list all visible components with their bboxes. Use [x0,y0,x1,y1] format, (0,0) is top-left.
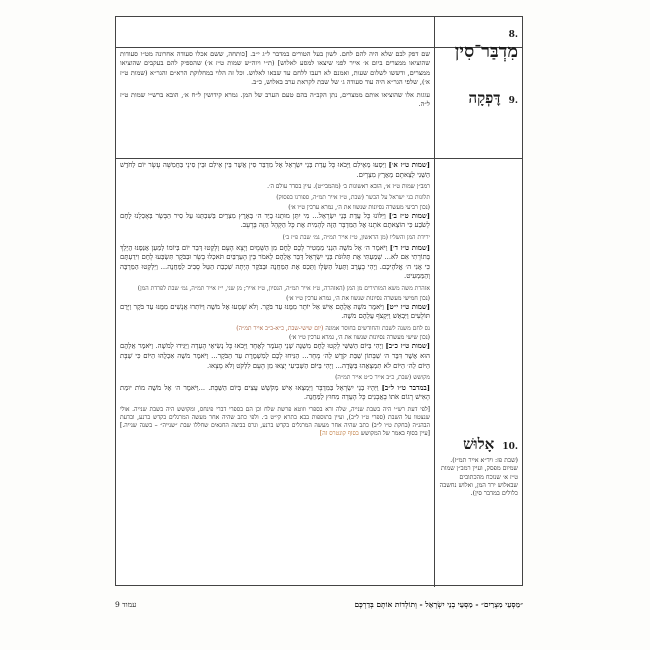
verse-text: וַיֹּאמֶר מֹשֶׁה אֲלֵהֶם אִישׁ אַל יוֹתֵר מִמֶּנּוּ עַד בֹּקֶר. וְלֹא שָׁמְעוּ אֶל מֹשֶׁה וַיּוֹתִרוּ אֲנָשִׁים מִמֶּנּוּ עַד בֹּקֶר וַיָּרֻם תּוֹלָעִים וַיִּבְאַשׁ וַיִּקְצֹף עֲלֵהֶם מֹשֶׁה. [120,302,430,321]
verse-text: וַיֹּאמֶר ה׳ אֶל מֹשֶׁה הִנְנִי מַמְטִיר לָכֶם לֶחֶם מִן הַשָּׁמָיִם וְיָצָא הָעָם וְלָקְטוּ דְּבַר יוֹם בְּיוֹמוֹ לְמַעַן אֲנַסֶּנּוּ הֲיֵלֵךְ בְּתוֹרָתִי אִם לֹא... שָׁמַעְתִּי אֶת תְּלוּנֹּת בְּנֵי יִשְׂרָאֵל דַּבֵּר אֲלֵהֶם לֵאמֹר בֵּין הָעַרְבַּיִם תֹּאכְלוּ בָשָׂר וּבַבֹּקֶר תִּשְׂבְּעוּ לָחֶם וִידַעְתֶּם כִּי אֲנִי ה׳ אֱלֹהֵיכֶם. וַיְהִי בָעֶרֶב וַתַּעַל הַשְּׂלָו וַתְּכַס אֶת הַמַּחֲנֶה וּבַבֹּקֶר הָיְתָה שִׁכְבַת הַטַּל סָבִיב לַמַּחֲנֶה... וַיִּלְקְטוּ הַמַּרְבֶּה וְהַמַּמְעִיט. [120,243,430,281]
subsection-title [120,374,430,383]
note: רמב״ן שמות ט״ז א׳, הובא ראשונות ב׳ (מהמבי״ט). עיין בסדר עולם ה׳. [267,183,430,191]
paragraph: עוגות אלו שהוציאו אותם ממצרים, נתן הקב״ה בהם טעם הערב של המן. גמרא קידושין ל״ח א׳, הובא ברש״י שמות ט״ז ל״ה. [120,90,430,109]
subsection-title-text: תלונות בני ישראל על הבשר [365,194,430,202]
source-note: (נכון רביעי מעשרה נסיונות שנשוו את ה׳, גמרא ערכין ט״ו א׳) [288,203,430,211]
heading-cell [438,434,518,498]
subsection-title-text: ירידת המן והשליו [389,233,430,241]
source: (שבת, כ״ב אייר כ״ט אייר תמ״ה) [335,374,412,382]
text-cell [120,50,430,112]
verse-ref: [שמות ט״ז ד׳] [389,243,430,252]
table-frame [115,16,523,586]
verse-ref: [שמות ט״ז כ״ב] [385,342,430,351]
verse-text: וַיִּהְיוּ בְנֵי יִשְׂרָאֵל בַּמִּדְבָּר וַיִּמְצְאוּ אִישׁ מְקֹשֵׁשׁ עֵצִים בְּיוֹם הַשַּׁבָּת. ...וַיֹּאמֶר ה׳ אֶל מֹשֶׁה מוֹת יוּמַת הָאִישׁ רָגוֹם אֹתוֹ בָאֲבָנִים כׇּל הָעֵדָה מִחוּץ לַמַּחֲנֶה. [120,383,430,402]
verse-text: וַיִּסְעוּ מֵאֵילִם וַיָּבֹאוּ כׇּל עֲדַת בְּנֵי יִשְׂרָאֵל אֶל מִדְבַּר סִין אֲשֶׁר בֵּין אֵילִם וּבֵין סִינָי בַּחֲמִשָּׁה עָשָׂר יוֹם לַחֹדֶשׁ הַשֵּׁנִי לְצֵאתָם מֵאֶרֶץ מִצְרָיִם. [120,161,430,179]
subsection-title [120,194,430,203]
row-alush [116,159,522,587]
section-number: .8 [508,30,518,40]
verse-ref: [שמות ט״ז י״ט] [386,302,430,311]
section-heading: דׇּפְקָה [468,89,501,107]
paragraph: שם דפק לבם שלא היה להם לחם. לשון בעל הטורים במדבר ל״ג י״ב. [כותחה, ששם אכלו סעודה אחרונה מט״ו סעודות שהוציאו ממצרים ביום א׳ אייר לפני שיצאו למסע לאלוש] (ת״י ויוה״ש שמות ט״ז א׳) שהספיק להם בעקבים שהוציאו ממצרים, ודששו לשלום שעות, ואמנם לא רעבו ללחם עד שבאו לאלוש. וכל זה הלוי במחלוקת הרא״ם והגר״א (שמות ט״ז א׳), שלפי הגר״א היה עוד סעודה ג׳ של שבת לקראת ערב באלוש, כ״ב. [120,50,430,87]
verse-paragraph [120,212,430,231]
cross-reference-link[interactable]: בסוף קונטרס זה] [319,429,359,437]
section-heading: אָלוּשׁ [463,435,495,453]
subsection-title [120,325,430,334]
verse-paragraph [120,244,430,282]
verse-paragraph [120,303,430,322]
source: (האזהרה, ט״ז אייר תמ״ה, הנסיון, ט״ז אייר; מן שני, י״ז אייר תמ״ה, גמ׳ שבת לפרדת המן) [137,284,345,292]
verse-paragraph [120,384,430,403]
subsection-title [120,285,430,294]
source-note: (נכון חמישי מעשרה נסיונות שנשוו את ה׳, גמרא ערכין ט״ו א׳) [286,294,430,302]
row-midbar-sin [116,17,522,62]
section-number: .9 [508,96,518,106]
footer-title: ״מַסְעֵי מִצְרַיִם״ - מַסְעֵי בְנֵי יִשְׂרָאֵל - וְתוֹלְדוֹת אוֹתָם בְּדַרְכָּם [354,600,523,609]
section-number: .10 [502,442,518,452]
subsection-title-text: אזהרת משה משא המותירים מן המן [346,284,430,292]
source: (יום שישי-שבת, כ״א-כ״ב אייר תמ״ה) [236,324,324,332]
commentary-note [120,406,430,438]
source: (מן הראשון, ט״ז אייר תמ״ה, גמ׳ שבת פ״ז ב׳) [282,233,388,241]
section-heading: מִדְבַּר־סִין [454,41,518,62]
heading-cell [438,88,518,108]
verse-ref: [שמות ט״ז ב׳] [388,211,430,220]
source-note: (נכון שישי מעשרה נסיונות שנשוו את ה׳, גמרא ערכין ט״ו א׳) [289,334,430,342]
row-dofka [116,48,522,159]
subsection-title-text: מקושש [413,374,430,382]
page-number: עמוד 9 [115,600,137,609]
section-note: (שבת פז: ויד״א אייר תמ״ז). שמיום מפסק, ועיין רמב״ן שמות ט״ז א׳ שנוכח מהכתובים שבאלוש ירד המן, ואלוש נחשבה כלולים במדבר סין). [439,457,518,498]
verse-ref: [שמות ט״ז א׳] [388,161,430,169]
commentary-text: [לפי דעת רש״י היה בשבת שנייה, שלה ורא בספרי וזוטא פרשת שלח וכן הם בספרי דברי פינחס, ומקושש היה בשבת שנייה. אולי שנצטוו על השבת (ספרי ט״ו ל״ב), ועיין בתוספות בבא בתרא קי״ט ב׳. ולפי כתב שהיה אחר מעשה המרגלים בקדש ברנע, ובדעת הבהג״ה (בחקת ט״ו ל״ב) כתב שהיה אחר מעשה המרגלים בקדש ברנע, וגרס בביצה החגאים שחללו שבת ״שנייה״ – בשנה שנייה.] [עיין בסוף באמר של המקושש [120,405,430,437]
text-cell [120,161,430,438]
subsection-title [120,234,430,243]
verse-paragraph [120,161,430,180]
page-footer [115,600,523,609]
verse-paragraph [120,342,430,371]
verse-text: וַיִּלּוֹנוּ כׇּל עֲדַת בְּנֵי יִשְׂרָאֵל... מִי יִתֵּן מוּתֵנוּ בְיַד ה׳ בְּאֶרֶץ מִצְרַיִם בְּשִׁבְתֵּנוּ עַל סִיר הַבָּשָׂר בְּאׇכְלֵנוּ לֶחֶם לָשֹׂבַע כִּי הוֹצֵאתֶם אֹתָנוּ אֶל הַמִּדְבָּר הַזֶּה לְהָמִית אֶת כׇּל הַקָּהָל הַזֶּה בָּרָעָב. [120,211,430,230]
verse-ref: [במדבר ט״ו ל״ב] [381,383,430,392]
source: (שבת, ט״ז אייר תמ״ה, ספורנו בפסוק) [276,194,364,202]
subsection-title-text: נס לחם משנה לשבת והחודשים בחוסר אמונה [325,324,430,332]
verse-text: וַיְהִי בַּיּוֹם הַשִּׁשִּׁי לָקְטוּ לֶחֶם מִשְׁנֶה שְׁנֵי הָעֹמֶר לָאֶחָד וַיָּבֹאוּ כׇּל נְשִׂיאֵי הָעֵדָה וַיַּגִּידוּ לְמֹשֶׁה. וַיֹּאמֶר אֲלֵהֶם הוּא אֲשֶׁר דִּבֶּר ה׳ שַׁבָּתוֹן שַׁבַּת קֹדֶשׁ לַה׳ מָחָר... הַנִּיחוּ לָכֶם לְמִשְׁמֶרֶת עַד הַבֹּקֶר... וַיֹּאמֶר מֹשֶׁה אִכְלֻהוּ הַיּוֹם כִּי שַׁבָּת הַיּוֹם לַה׳ הַיּוֹם לֹא תִמְצָאֻהוּ בַּשָּׂדֶה... וַיְהִי בַּיּוֹם הַשְּׁבִיעִי יָצְאוּ מִן הָעָם לִלְקֹט וְלֹא מָצָאוּ. [120,342,430,370]
